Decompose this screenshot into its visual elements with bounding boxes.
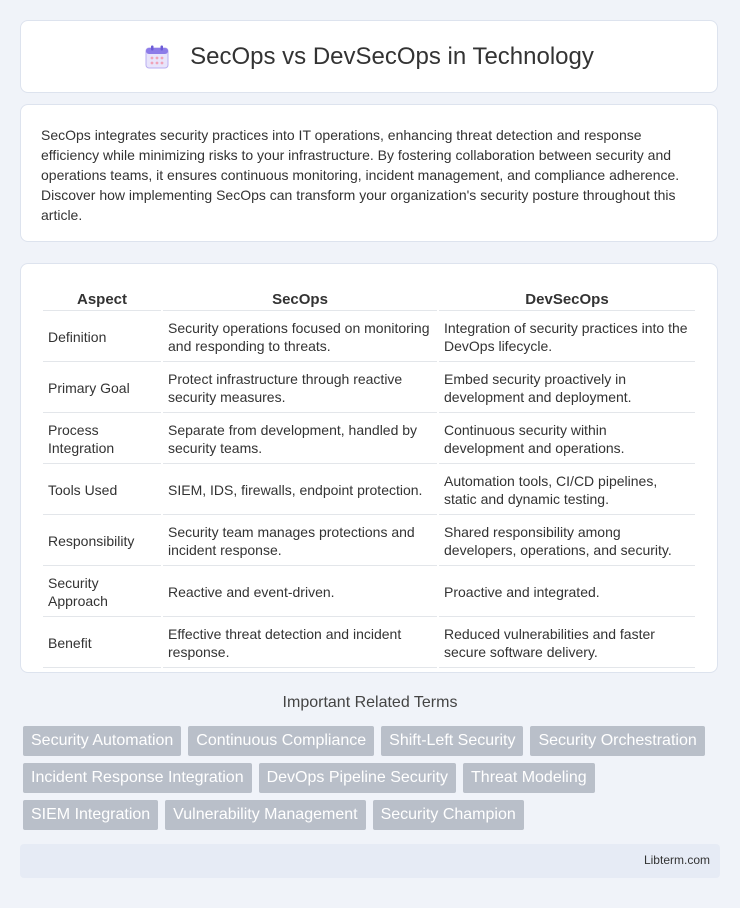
row-secops: Security operations focused on monitoring and responding to threats. [163,311,437,362]
row-aspect: Security Approach [43,566,161,617]
table-row [43,617,695,668]
tag-incident-response-integration[interactable]: Incident Response Integration [23,763,252,793]
row-aspect: Tools Used [43,464,161,515]
table-header-row [43,284,695,311]
page-title: SecOps vs DevSecOps in Technology [190,42,594,70]
header-secops: SecOps [163,284,437,311]
row-devsecops: Continuous security within development and operations. [439,413,695,464]
related-terms-list [23,726,723,830]
row-devsecops: Embed security proactively in development and deployment. [439,362,695,413]
row-secops: Security team manages protections and incident response. [163,515,437,566]
related-terms-title: Important Related Terms [282,694,458,711]
footer-site-link[interactable]: Libterm.com [643,853,710,867]
row-aspect: Process Integration [43,413,161,464]
row-secops: Effective threat detection and incident response. [163,617,437,668]
row-secops: SIEM, IDS, firewalls, endpoint protection. [163,464,437,515]
row-aspect: Responsibility [43,515,161,566]
intro-text: SecOps integrates security practices into IT operations, enhancing threat detection and response efficiency while minimizing risks to your infrastructure. By fostering collaboration between security and operations teams, it ensures continuous monitoring, incident management, and compliance adherence. Discover how implementing SecOps can transform your organization's security posture throughout this article. [41,127,680,223]
table-row [43,413,695,464]
tag-continuous-compliance[interactable]: Continuous Compliance [188,726,374,756]
comparison-table [41,284,697,668]
comparison-card [20,263,718,673]
tag-threat-modeling[interactable]: Threat Modeling [463,763,595,793]
row-devsecops: Reduced vulnerabilities and faster secure software delivery. [439,617,695,668]
footer [20,844,720,878]
table-row [43,362,695,413]
row-devsecops: Proactive and integrated. [439,566,695,617]
calendar-icon [144,44,170,70]
header-devsecops: DevSecOps [439,284,695,311]
row-aspect: Primary Goal [43,362,161,413]
tag-security-champion[interactable]: Security Champion [373,800,524,830]
row-devsecops: Integration of security practices into the DevOps lifecycle. [439,311,695,362]
row-secops: Protect infrastructure through reactive security measures. [163,362,437,413]
tag-security-automation[interactable]: Security Automation [23,726,181,756]
row-aspect: Definition [43,311,161,362]
table-row [43,464,695,515]
table-row [43,515,695,566]
row-aspect: Benefit [43,617,161,668]
tag-devops-pipeline-security[interactable]: DevOps Pipeline Security [259,763,456,793]
row-secops: Separate from development, handled by security teams. [163,413,437,464]
tag-shift-left-security[interactable]: Shift-Left Security [381,726,523,756]
header-aspect: Aspect [43,284,161,311]
tag-security-orchestration[interactable]: Security Orchestration [530,726,704,756]
tag-siem-integration[interactable]: SIEM Integration [23,800,158,830]
tag-vulnerability-management[interactable]: Vulnerability Management [165,800,365,830]
intro-card [20,104,718,242]
row-secops: Reactive and event-driven. [163,566,437,617]
row-devsecops: Automation tools, CI/CD pipelines, static and dynamic testing. [439,464,695,515]
header-card [20,20,718,93]
table-row [43,566,695,617]
row-devsecops: Shared responsibility among developers, operations, and security. [439,515,695,566]
table-row [43,311,695,362]
